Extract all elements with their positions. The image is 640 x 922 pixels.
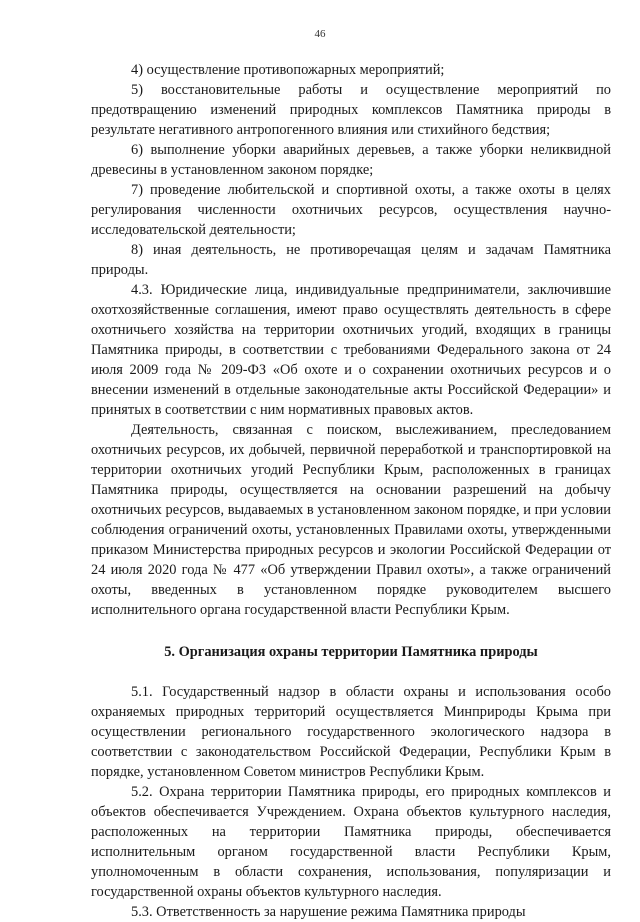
section-heading: 5. Организация охраны территории Памятника природы bbox=[164, 644, 538, 660]
list-item-4: 4) осуществление противопожарных мероприятий; bbox=[131, 62, 445, 78]
hunting-activity-paragraph: Деятельность, связанная с поиском, выслеживанием, преследованием охотничьих ресурсов, их добычей, первичной переработкой и транспортировкой на территории охотничьих угодий Республики Крым, расположенных в границах Памятника природы, осуществляется на основании разрешений на добычу охотничьих ресурсов, выдаваемых в установленном законом порядке, и при условии соблюдения ограничений охоты, установленных Правилами охоты, утвержденными приказом Министерства природных ресурсов и экологии Российской Федерации от 24 июля 2020 года № 477 «Об утверждении Правил охоты», а также ограничений охоты, введенных в установленном порядке руководителем высшего исполнительного органа государственной власти Республики Крым. bbox=[91, 422, 611, 618]
list-item-5: 5) восстановительные работы и осуществление мероприятий по предотвращению изменений природных комплексов Памятника природы в результате негативного антропогенного влияния или стихийного бедствия; bbox=[91, 82, 611, 138]
clause-5-1: 5.1. Государственный надзор в области охраны и использования особо охраняемых природных территорий осуществляется Минприроды Крыма при осуществлении регионального государственного экологического надзора в соответствии с законодательством Российской Федерации, Республики Крым в порядке, установленном Советом министров Республики Крым. bbox=[91, 684, 611, 780]
list-item-6: 6) выполнение уборки аварийных деревьев, а также уборки неликвидной древесины в установленном законом порядке; bbox=[91, 142, 611, 178]
clause-5-2: 5.2. Охрана территории Памятника природы, его природных комплексов и объектов обеспечивается Учреждением. Охрана объектов культурного наследия, расположенных на территории Памятника природы, обеспечивается исполнительным органом государственной власти Республики Крым, уполномоченным в области сохранения, использования, популяризации и государственной охраны объектов культурного наследия. bbox=[91, 784, 611, 900]
clause-4-3: 4.3. Юридические лица, индивидуальные предприниматели, заключившие охотхозяйственные соглашения, имеют право осуществлять деятельность в сфере охотничьего хозяйства на территории охотничьих угодий, входящих в границы Памятника природы, в соответствии с требованиями Федерального закона от 24 июля 2009 года № 209-ФЗ «Об охоте и о сохранении охотничьих ресурсов и о внесении изменений в отдельные законодательные акты Российской Федерации» и принятых в соответствии с ним нормативных правовых актов. bbox=[91, 282, 611, 418]
clause-5-3: 5.3. Ответственность за нарушение режима Памятника природы bbox=[131, 904, 526, 920]
list-item-7: 7) проведение любительской и спортивной охоты, а также охоты в целях регулирования численности охотничьих ресурсов, осуществления научно-исследовательской деятельности; bbox=[91, 182, 611, 238]
document-body bbox=[91, 60, 611, 922]
list-item-8: 8) иная деятельность, не противоречащая целям и задачам Памятника природы. bbox=[91, 242, 611, 278]
page-number: 46 bbox=[314, 28, 326, 40]
